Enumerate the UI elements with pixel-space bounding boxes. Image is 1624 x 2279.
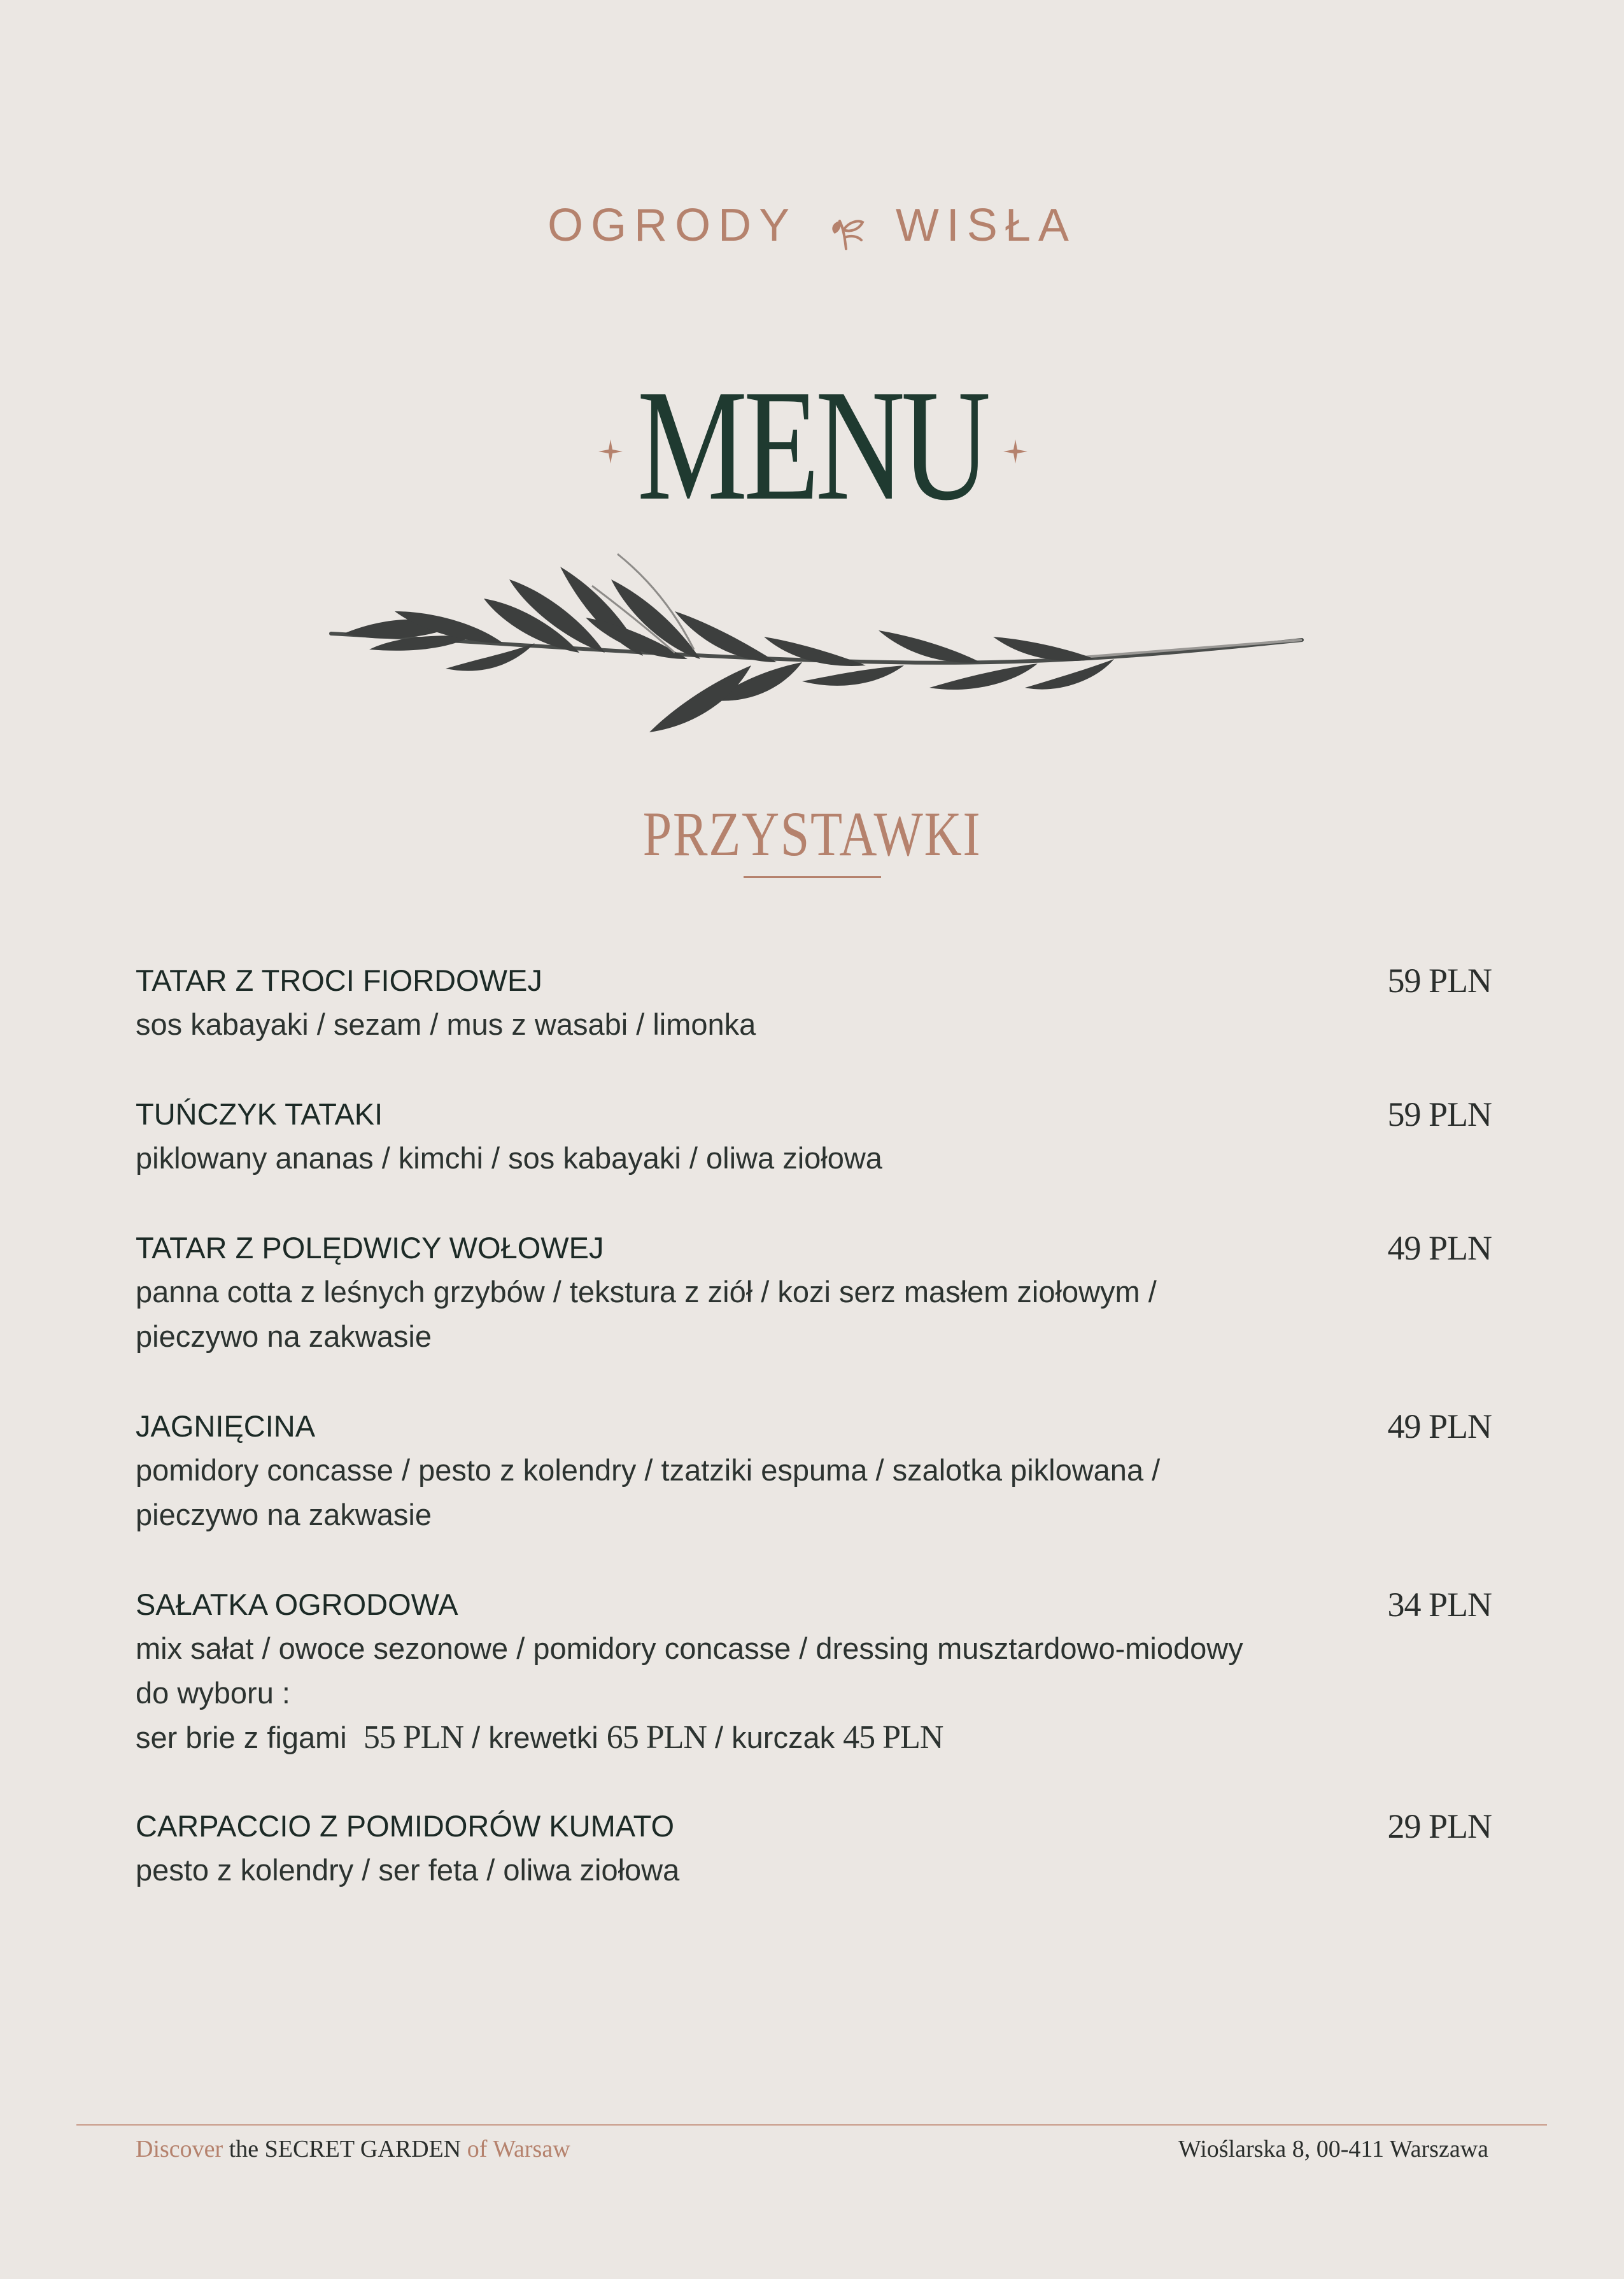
item-price: 49 PLN <box>1387 1407 1492 1445</box>
sparkle-star-icon <box>1002 438 1029 465</box>
option-separator: / <box>472 1721 481 1754</box>
item-name: TATAR Z TROCI FIORDOWEJ <box>136 963 542 997</box>
footer-tagline <box>136 2133 570 2165</box>
item-options <box>136 1715 1492 1760</box>
item-description: panna cotta z leśnych grzybów / tekstura z ziół / kozi serz masłem ziołowym / <box>136 1275 1157 1309</box>
item-name: TATAR Z POLĘDWICY WOŁOWEJ <box>136 1231 604 1265</box>
brand-name-right: WISŁA <box>895 200 1077 251</box>
option-brie-price: 55 PLN <box>363 1719 464 1756</box>
item-description: pieczywo na zakwasie <box>136 1319 432 1353</box>
tagline-of: of <box>467 2136 488 2162</box>
item-name: TUŃCZYK TATAKI <box>136 1097 383 1131</box>
option-chicken-price: 45 PLN <box>843 1719 943 1756</box>
option-brie-label: ser brie z figami <box>136 1721 347 1754</box>
olive-branch-illustration <box>318 541 1311 751</box>
tagline-secret-garden: the SECRET GARDEN <box>229 2136 462 2162</box>
title-row <box>0 357 1624 534</box>
item-description: pesto z kolendry / ser feta / oliwa ziołowa <box>136 1853 680 1887</box>
leaf-sprig-icon <box>821 203 872 254</box>
item-description: pieczywo na zakwasie <box>136 1498 432 1531</box>
brand-logo <box>0 196 1624 255</box>
item-description: sos kabayaki / sezam / mus z wasabi / limonka <box>136 1007 756 1041</box>
sparkle-star-icon <box>597 438 624 465</box>
item-name: JAGNIĘCINA <box>136 1409 316 1443</box>
footer-address: Wioślarska 8, 00-411 Warszawa <box>1178 2136 1488 2162</box>
item-price: 59 PLN <box>1387 962 1492 1000</box>
item-name: CARPACCIO Z POMIDORÓW KUMATO <box>136 1809 675 1843</box>
menu-title: MENU <box>637 357 987 534</box>
option-shrimp-label: krewetki <box>488 1721 598 1754</box>
tagline-discover: Discover <box>136 2136 223 2162</box>
menu-item <box>136 959 1492 1047</box>
item-description: pomidory concasse / pesto z kolendry / tzatziki espuma / szalotka piklowana / <box>136 1453 1161 1487</box>
option-separator: / <box>715 1721 724 1754</box>
section-title: PRZYSTAWKI <box>642 799 982 869</box>
menu-item <box>136 1093 1492 1181</box>
item-price: 29 PLN <box>1387 1807 1492 1845</box>
section-divider <box>744 876 881 878</box>
item-description: piklowany ananas / kimchi / sos kabayaki / oliwa ziołowa <box>136 1141 882 1175</box>
item-name: SAŁATKA OGRODOWA <box>136 1587 458 1621</box>
tagline-warsaw: Warsaw <box>493 2136 570 2162</box>
footer-divider <box>76 2124 1547 2126</box>
option-chicken-label: kurczak <box>731 1721 835 1754</box>
item-price: 59 PLN <box>1387 1095 1492 1133</box>
menu-item <box>136 1805 1492 1892</box>
menu-item <box>136 1583 1492 1760</box>
item-price: 34 PLN <box>1387 1586 1492 1624</box>
brand-name-left: OGRODY <box>547 200 796 251</box>
item-description: do wyboru : <box>136 1676 290 1710</box>
option-shrimp-price: 65 PLN <box>606 1719 707 1756</box>
item-price: 49 PLN <box>1387 1229 1492 1267</box>
menu-item <box>136 1405 1492 1537</box>
item-description: mix sałat / owoce sezonowe / pomidory concasse / dressing musztardowo-miodowy <box>136 1631 1243 1665</box>
menu-item <box>136 1226 1492 1359</box>
